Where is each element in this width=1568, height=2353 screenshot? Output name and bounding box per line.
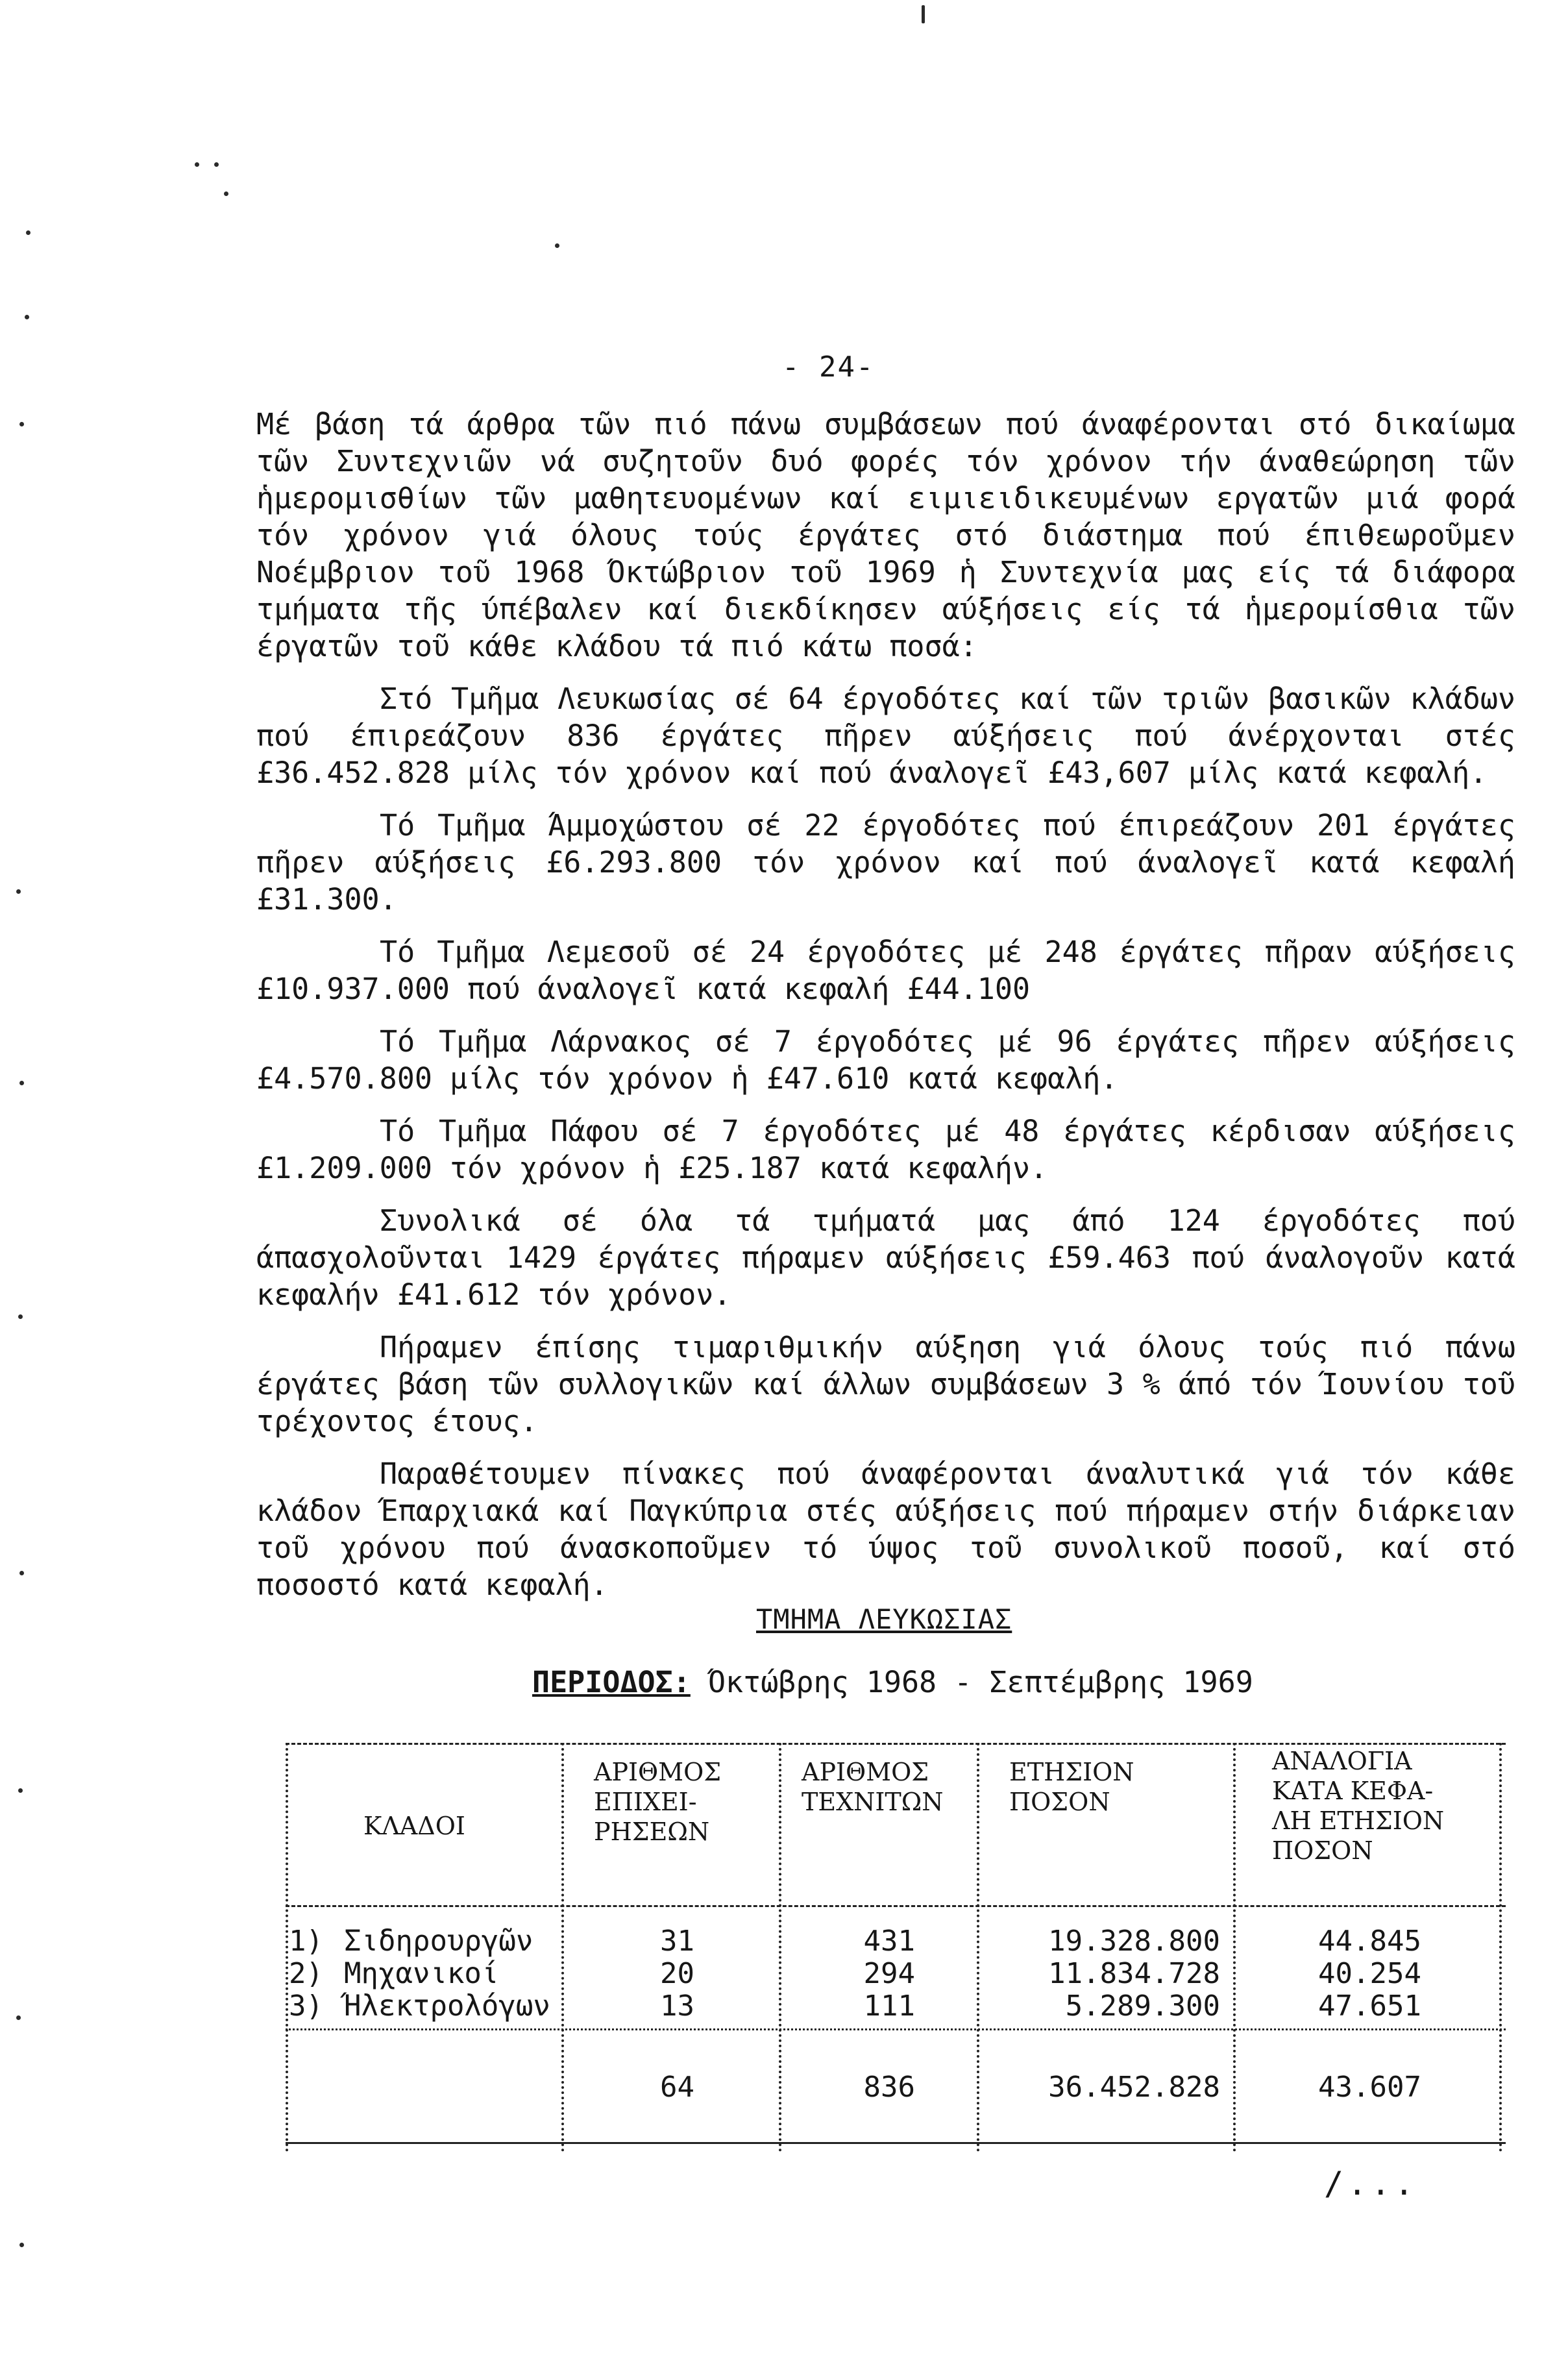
branch-table [286,1743,1506,2152]
header-line: ΛΗ ΕΤΗΣΙΟΝ [1272,1806,1445,1835]
row-index: 2) [289,1957,323,1990]
scan-speck [224,191,228,196]
total-per-head: 43.607 [1318,2071,1421,2104]
row-annual: 5.289.300 [1065,1990,1220,2023]
period-line [532,1665,1253,1699]
header-line: ΠΟΣΟΝ [1272,1836,1373,1865]
header-per-head [1272,1746,1444,1866]
table-rule [286,2028,1506,2030]
row-workers: 431 [863,1925,915,1958]
header-workers [802,1757,944,1817]
table-divider [561,1743,564,2152]
total-employers: 64 [660,2071,694,2104]
paragraph-cost-of-living: Πήραμεν έπίσης τιμαριθμικήν αύξηση γιά όλους τούς πιό πάνω έργάτες βάση τῶν συλλογικῶν καί άλλων συμβάσεων 3 % άπό τόν Ίουνίου τοῦ τρέχοντος έτους. [256,1330,1515,1438]
header-line: ΑΝΑΛΟΓΙΑ [1272,1747,1412,1775]
scan-speck [16,889,21,894]
table-divider [779,1743,781,2152]
header-employers [594,1757,721,1847]
row-per-head: 47.651 [1318,1990,1421,2023]
row-branch: Σιδηρουργῶν [344,1925,533,1958]
header-line: ΕΤΗΣΙΟΝ [1009,1758,1134,1786]
body-text [256,406,1515,1603]
continuation-mark: /... [1324,2165,1418,2202]
scan-speck [16,2015,21,2020]
paragraph-famagusta: Τό Τμῆμα Άμμοχώστου σέ 22 έργοδότες πού έπιρεάζουν 201 έργάτες πῆρεν αύξήσεις £6.293.800 τόν χρόνον καί πού άναλογεῖ κατά κεφαλή £31.300. [256,808,1515,917]
row-annual: 11.834.728 [1048,1957,1220,1990]
section-title: ΤΜΗΜΑ ΛΕΥΚΩΣΙΑΣ [756,1603,1012,1635]
row-per-head: 40.254 [1318,1957,1421,1990]
paragraph-paphos: Τό Τμῆμα Πάφου σέ 7 έργοδότες μέ 48 έργάτες κέρδισαν αύξήσεις £1.209.000 τόν χρόνον ἡ £25.187 κατά κεφαλήν. [256,1114,1515,1185]
row-workers: 294 [863,1957,915,1990]
row-employers: 31 [660,1925,694,1958]
paragraph-nicosia: Στό Τμῆμα Λευκωσίας σέ 64 έργοδότες καί τῶν τριῶν βασικῶν κλάδων πού έπιρεάζουν 836 έργάτες πῆρεν αύξήσεις πού άνέρχονται στές £36.452.828 μίλς τόν χρόνον καί πού άναλογεῖ £43,607 μίλς κατά κεφαλή. [256,682,1515,790]
header-line: ΕΠΙΧΕΙ- [594,1788,697,1816]
scan-speck [19,2243,24,2247]
paragraph-tables-intro: Παραθέτουμεν πίνακες πού άναφέρονται άναλυτικά γιά τόν κάθε κλάδον Έπαρχιακά καί Παγκύπρια στές αύξήσεις πού πήραμεν στήν διάρκειαν τοῦ χρόνου πού άνασκοποῦμεν τό ύψος τοῦ συνολικοῦ ποσοῦ, καί στό ποσοστό κατά κεφαλή. [256,1457,1515,1602]
total-workers: 836 [863,2071,915,2104]
row-employers: 13 [660,1990,694,2023]
header-branches: ΚΛΑΔΟΙ [363,1812,465,1840]
table-divider [286,1743,288,2152]
scan-speck [19,422,24,426]
scan-speck [195,162,199,167]
header-line: ΑΡΙΘΜΟΣ [802,1758,929,1786]
total-annual: 36.452.828 [1048,2071,1220,2104]
header-line: ΑΡΙΘΜΟΣ [594,1758,722,1786]
row-workers: 111 [863,1990,915,2023]
table-divider [1499,1743,1502,2152]
scan-speck [19,1081,24,1085]
paragraph-limassol: Τό Τμῆμα Λεμεσοῦ σέ 24 έργοδότες μέ 248 έργάτες πῆραν αύξήσεις £10.937.000 πού άναλογεῖ κατά κεφαλή £44.100 [256,935,1515,1006]
scan-speck [25,315,29,319]
scan-speck [922,5,925,23]
header-line: ΡΗΣΕΩΝ [594,1817,710,1846]
table-divider [1233,1743,1236,2152]
period-label: ΠΕΡΙΟΔΟΣ: [532,1665,691,1699]
period-value: Όκτώβρης 1968 - Σεπτέμβρης 1969 [707,1665,1253,1699]
row-employers: 20 [660,1957,694,1990]
page-number: - 24- [782,351,875,384]
row-index: 3) [289,1990,323,2023]
scan-speck [19,1571,24,1575]
scan-speck [555,243,559,248]
scan-speck [26,230,31,235]
scan-speck [18,1788,23,1793]
table-divider [977,1743,979,2152]
table-rule [286,2142,1506,2144]
header-line: ΚΑΤΑ ΚΕΦΑ- [1272,1777,1434,1805]
row-branch: Ήλεκτρολόγων [344,1990,550,2023]
scan-speck [214,162,219,167]
row-branch: Μηχανικοί [344,1957,499,1990]
table-rule [286,1743,1506,1745]
header-annual [1009,1757,1134,1817]
row-per-head: 44.845 [1318,1925,1421,1958]
row-index: 1) [289,1925,323,1958]
table-rule [286,1905,1506,1907]
intro-paragraph: Μέ βάση τά άρθρα τῶν πιό πάνω συμβάσεων πού άναφέρονται στό δικαίωμα τῶν Συντεχνιῶν νά συζητοῦν δυό φορές τόν χρόνον τήν άναθεώρηση τῶν ἡμερομισθίων τῶν μαθητευομένων καί ειμιειδικευμένων εργατῶν μιά φορά τόν χρόνον γιά όλους τούς έργάτες στό διάστημα πού έπιθεωροῦμεν Νοέμβριον τοῦ 1968 Όκτώβριον τοῦ 1969 ἡ Συντεχνία μας είς τά διάφορα τμήματα τῆς ύπέβαλεν καί διεκδίκησεν αύξήσεις είς τά ἡμερομίσθια τῶν έργατῶν τοῦ κάθε κλάδου τά πιό κάτω ποσά: [256,407,1515,663]
header-line: ΠΟΣΟΝ [1009,1788,1110,1816]
scan-speck [18,1314,23,1319]
paragraph-totals: Συνολικά σέ όλα τά τμήματά μας άπό 124 έργοδότες πού άπασχολοῦνται 1429 έργάτες πήραμεν αύξήσεις £59.463 πού άναλογοῦν κατά κεφαλήν £41.612 τόν χρόνον. [256,1203,1515,1312]
header-line: ΤΕΧΝΙΤΩΝ [802,1788,944,1816]
row-annual: 19.328.800 [1048,1925,1220,1958]
paragraph-larnaca: Τό Τμῆμα Λάρνακος σέ 7 έργοδότες μέ 96 έργάτες πῆρεν αύξήσεις £4.570.800 μίλς τόν χρόνον ἡ £47.610 κατά κεφαλή. [256,1024,1515,1096]
